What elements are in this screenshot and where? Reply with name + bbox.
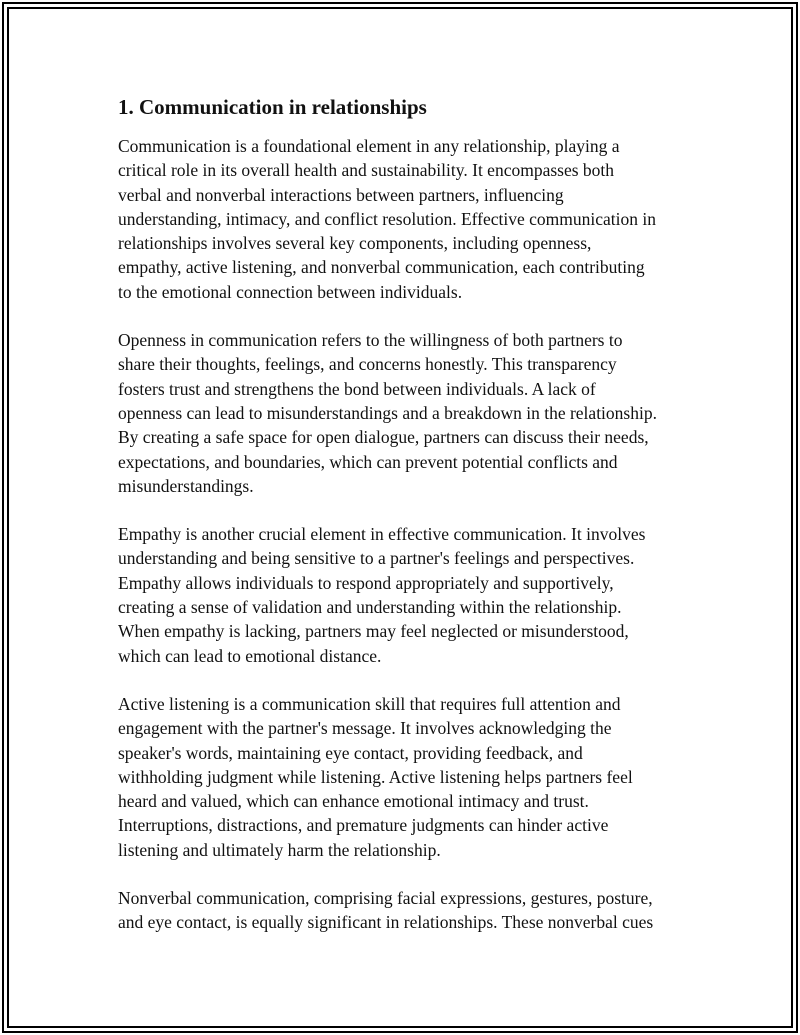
- paragraph-intro: Communication is a foundational element in any relationship, playing a critical role in its overall health and sustainability. It encompasses both verbal and nonverbal interactions between partners, influencing understanding, intimacy, and conflict resolution. Effective communication in relationships involves several key components, including openness, empathy, active listening, and nonverbal communication, each contributing to the emotional connection between individuals.: [118, 136, 656, 302]
- paragraph-active-listening: Active listening is a communication skill that requires full attention and engagement with the partner's message. It involves acknowledging the speaker's words, maintaining eye contact, providing feedback, and withholding judgment while listening. Active listening helps partners feel heard and valued, which can enhance emotional intimacy and trust. Interruptions, distractions, and premature judgments can hinder active listening and ultimately harm the relationship.: [118, 693, 633, 860]
- paragraph-nonverbal: Nonverbal communication, comprising facial expressions, gestures, posture, and eye contact, is equally significant in relationships. These nonverbal cues: [118, 888, 654, 933]
- paragraph-empathy: Empathy is another crucial element in effective communication. It involves understanding and being sensitive to a partner's feelings and perspectives. Empathy allows individuals to respond appropriately and supportively, creating a sense of validation and understanding within the relationship. When empathy is lacking, partners may feel neglected or misunderstood, which can lead to emotional distance.: [118, 524, 646, 666]
- document-body: [118, 94, 698, 959]
- section-heading: 1. Communication in relationships: [118, 95, 427, 119]
- paragraph-openness: Openness in communication refers to the willingness of both partners to share their thoughts, feelings, and concerns honestly. This transparency fosters trust and strengthens the bond between individuals. A lack of openness can lead to misunderstandings and a breakdown in the relationship. By creating a safe space for open dialogue, partners can discuss their needs, expectations, and boundaries, which can prevent potential conflicts and misunderstandings.: [118, 330, 657, 496]
